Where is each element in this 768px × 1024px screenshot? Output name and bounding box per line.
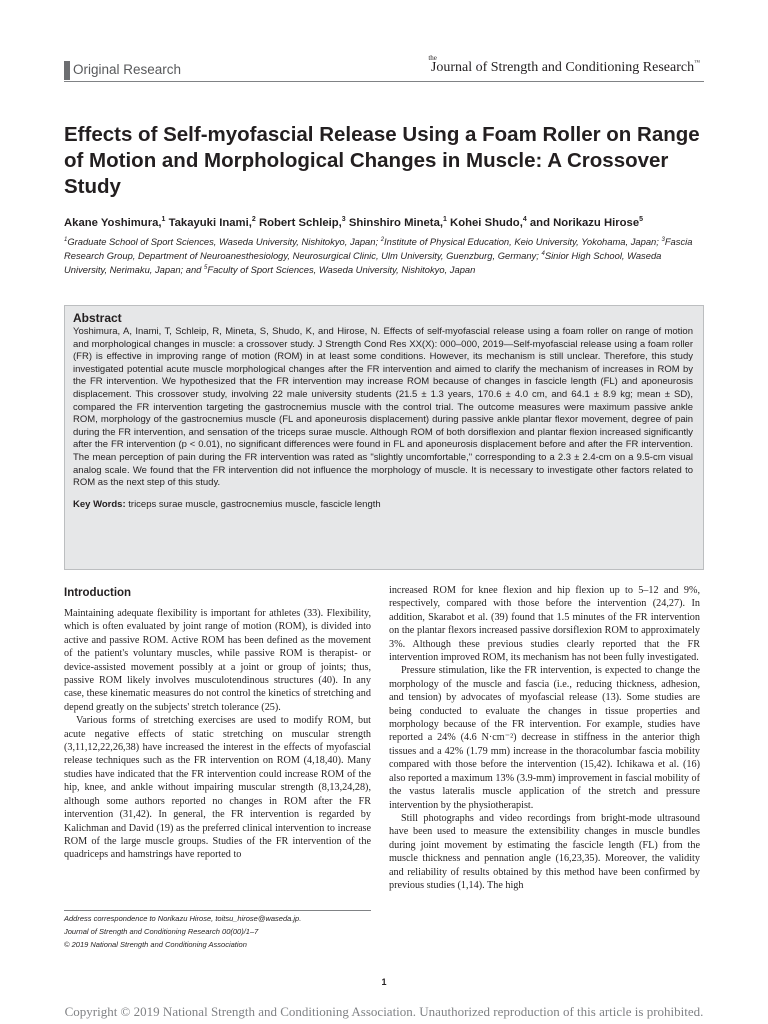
keywords [73, 498, 693, 511]
affiliation: Faculty of Sport Sciences, Waseda University, Nishitokyo, Japan [207, 264, 476, 276]
author: Akane Yoshimura, [64, 216, 162, 229]
copyright-note: © 2019 National Strength and Conditioning Association [64, 939, 247, 949]
affiliation: Sinior High School, Waseda University, Nerimaku, Japan; and [64, 250, 662, 276]
section-label: Original Research [73, 62, 182, 77]
correspondence-note: Address correspondence to Norikazu Hirose, toitsu_hirose@waseda.jp. [64, 914, 302, 923]
keywords-text: triceps surae muscle, gastrocnemius muscle, fascicle length [125, 498, 381, 510]
affiliation-number: 3 [661, 237, 665, 243]
author-list [64, 212, 714, 231]
author: and Norikazu Hirose [529, 216, 640, 229]
affiliations [64, 234, 704, 277]
keywords-label: Key Words: [73, 498, 126, 510]
body-paragraph: Pressure stimulation, like the FR intervention, is expected to change the morphology of the muscle and fascia (i.e., reducing thickness, adhesion, and tension) by advocates of myofascial release (13). Some studies are being conducted to evaluate the changes in tissue properties and morphology because of the FR intervention. For example, studies have reported a 24% (4.6 N·cm⁻²) decrease in stiffness in the anterior thigh tissues and a 42% (1.79 mm) increase in the thoracolumbar fascia mobility compared with those before the intervention (15,42). Ichikawa et al. (16) also reported a maximum 13% (3.9-mm) improvement in fascial mobility of the vastus lateralis muscle application of the stretch and pressure intervention by the physiotherapist. [389, 665, 700, 811]
affiliation-number: 1 [64, 237, 68, 243]
author-affiliation-mark: 5 [639, 216, 644, 223]
author-affiliation-mark: 2 [251, 216, 256, 223]
author: Robert Schleip, [258, 216, 342, 229]
body-paragraph: Maintaining adequate flexibility is important for athletes (33). Flexibility, which is often evaluated by joint range of motion (ROM), is divided into active and passive ROM. Active ROM has been defined as the movement of the patient's voluntary muscles, while passive ROM is therapist- or device-assisted movement possibly at a joint or group of joints; thus, passive ROM likely involves musculotendinous structures (40). In any case, these kinematic measures do not control the kinetics of stretching and depend greatly on the subjects' stretch tolerance (25). [64, 608, 371, 713]
journal-the: the [428, 54, 437, 62]
journal-name: Journal of Strength and Conditioning Research [430, 60, 695, 75]
author-affiliation-mark: 3 [341, 216, 346, 223]
affiliation: Fascia Research Group, Department of Neuroanesthesiology, Neurosurgical Clinic, Ulm University, Guenzburg, Germany; [64, 236, 693, 262]
abstract-box [64, 305, 704, 570]
footnotes [64, 913, 374, 951]
author: Takayuki Inami, [168, 216, 252, 229]
abstract-text: Yoshimura, A, Inami, T, Schleip, R, Mineta, S, Shudo, K, and Hirose, N. Effects of self-myofascial release using a foam roller on range of motion and morphological changes in muscle: a crossover study. J Strength Cond Res XX(X): 000–000, 2019—Self-myofascial release using a foam roller (FR) is effective in improving range of motion (ROM) in at least some conditions. However, its mechanism is still unclear. Therefore, this study investigated potential acute muscle morphological changes after the FR intervention and aimed to clarify the mechanism of increases in ROM by the FR intervention. We hypothesized that the FR intervention may increase ROM because of changes in fascicle length (FL) and aponeurosis displacement. This crossover study, involving 22 male university students (21.5 ± 1.3 years, 170.6 ± 4.0 cm, and 64.1 ± 8.9 kg; mean ± SD), compared the FR intervention targeting the gastrocnemius muscle with the control trial. The outcome measures were maximum passive ankle ROM, morphology of the gastrocnemius muscle (FL and aponeurosis displacement) during passive ankle plantar flexor movement, degree of pain during the FR intervention, and sensation of the triceps surae muscle. Although ROM of both dorsiflexion and plantar flexion increased significantly after the FR intervention (p < 0.01), no significant differences were found in FL and aponeurosis displacement before and after the FR intervention. The mean perception of pain during the FR intervention was rated as "slightly uncomfortable," corresponding to a 2.3 ± 2.4-cm on a 9.5-cm visual analog scale. We found that the FR intervention did not influence the morphology of muscle. It is necessary to investigate other factors related to ROM as the next step of this study. [73, 326, 693, 489]
journal-tm: ™ [694, 60, 700, 66]
affiliation: Institute of Physical Education, Keio University, Yokohama, Japan; [384, 236, 662, 248]
section-marker [64, 61, 70, 80]
journal-logo [428, 54, 700, 76]
body-paragraph: increased ROM for knee flexion and hip flexion up to 5–12 and 9%, respectively, compared with those before the intervention (24,27). In addition, Skarabot et al. (39) found that 1.5 minutes of the FR intervention on the plantar flexors increased passive dorsiflexion ROM to approximately 3%. Although these previous studies clearly reported that the FR intervention improved ROM, its mechanism has not been fully investigated. [389, 585, 700, 664]
affiliation-number: 4 [541, 251, 545, 258]
author-affiliation-mark: 1 [161, 216, 166, 223]
affiliation-number: 5 [204, 265, 208, 272]
body-paragraph: Various forms of stretching exercises are used to modify ROM, but acute negative effects of static stretching on muscular strength (3,11,12,22,26,38) have increased the interest in the effects of myofascial release techniques such as the FR intervention on ROM (4,18,40). Many studies have indicated that the FR intervention could increase ROM of the hip, knee, and ankle without impairing muscular strength (8,13,24,28), although some authors reported no changes in ROM after the FR intervention (31,42). In general, the FR intervention is regarded by Kalichman and David (19) as the preferred clinical intervention to increase ROM of the large muscle groups. Studies of the FR intervention of the quadriceps and hamstrings have reported to [64, 715, 371, 861]
copyright-notice: Copyright © 2019 National Strength and Conditioning Association. Unauthorized reproduction of this article is prohibited. [64, 1004, 704, 1019]
author: Shinshiro Mineta, [348, 216, 443, 229]
article-title: Effects of Self-myofascial Release Using a Foam Roller on Range of Motion and Morphological Changes in Muscle: A Crossover Study [64, 123, 700, 198]
section-heading-introduction: Introduction [64, 587, 132, 599]
affiliation-number: 2 [380, 237, 385, 243]
author: Kohei Shudo, [450, 216, 523, 229]
body-column-right [389, 584, 700, 892]
page-number: 1 [381, 977, 387, 987]
abstract-heading: Abstract [73, 311, 122, 325]
body-paragraph: Still photographs and video recordings from bright-mode ultrasound have been used to measure the extensibility changes in muscle bundles during joint movement by estimating the fascicle length (FL) from the muscle thickness and pennation angle (16,23,35). Moreover, the validity and reliability of results obtained by this method have been confirmed by previous studies (1,14). The high [389, 812, 700, 891]
body-column-left [64, 586, 371, 862]
footnote-rule [64, 910, 371, 911]
author-affiliation-mark: 4 [522, 216, 527, 223]
author-affiliation-mark: 1 [443, 216, 447, 223]
citation-note: Journal of Strength and Conditioning Research 00(00)/1–7 [64, 926, 259, 936]
affiliation: Graduate School of Sport Sciences, Waseda University, Nishitokyo, Japan; [67, 236, 381, 248]
header-rule [64, 81, 704, 82]
